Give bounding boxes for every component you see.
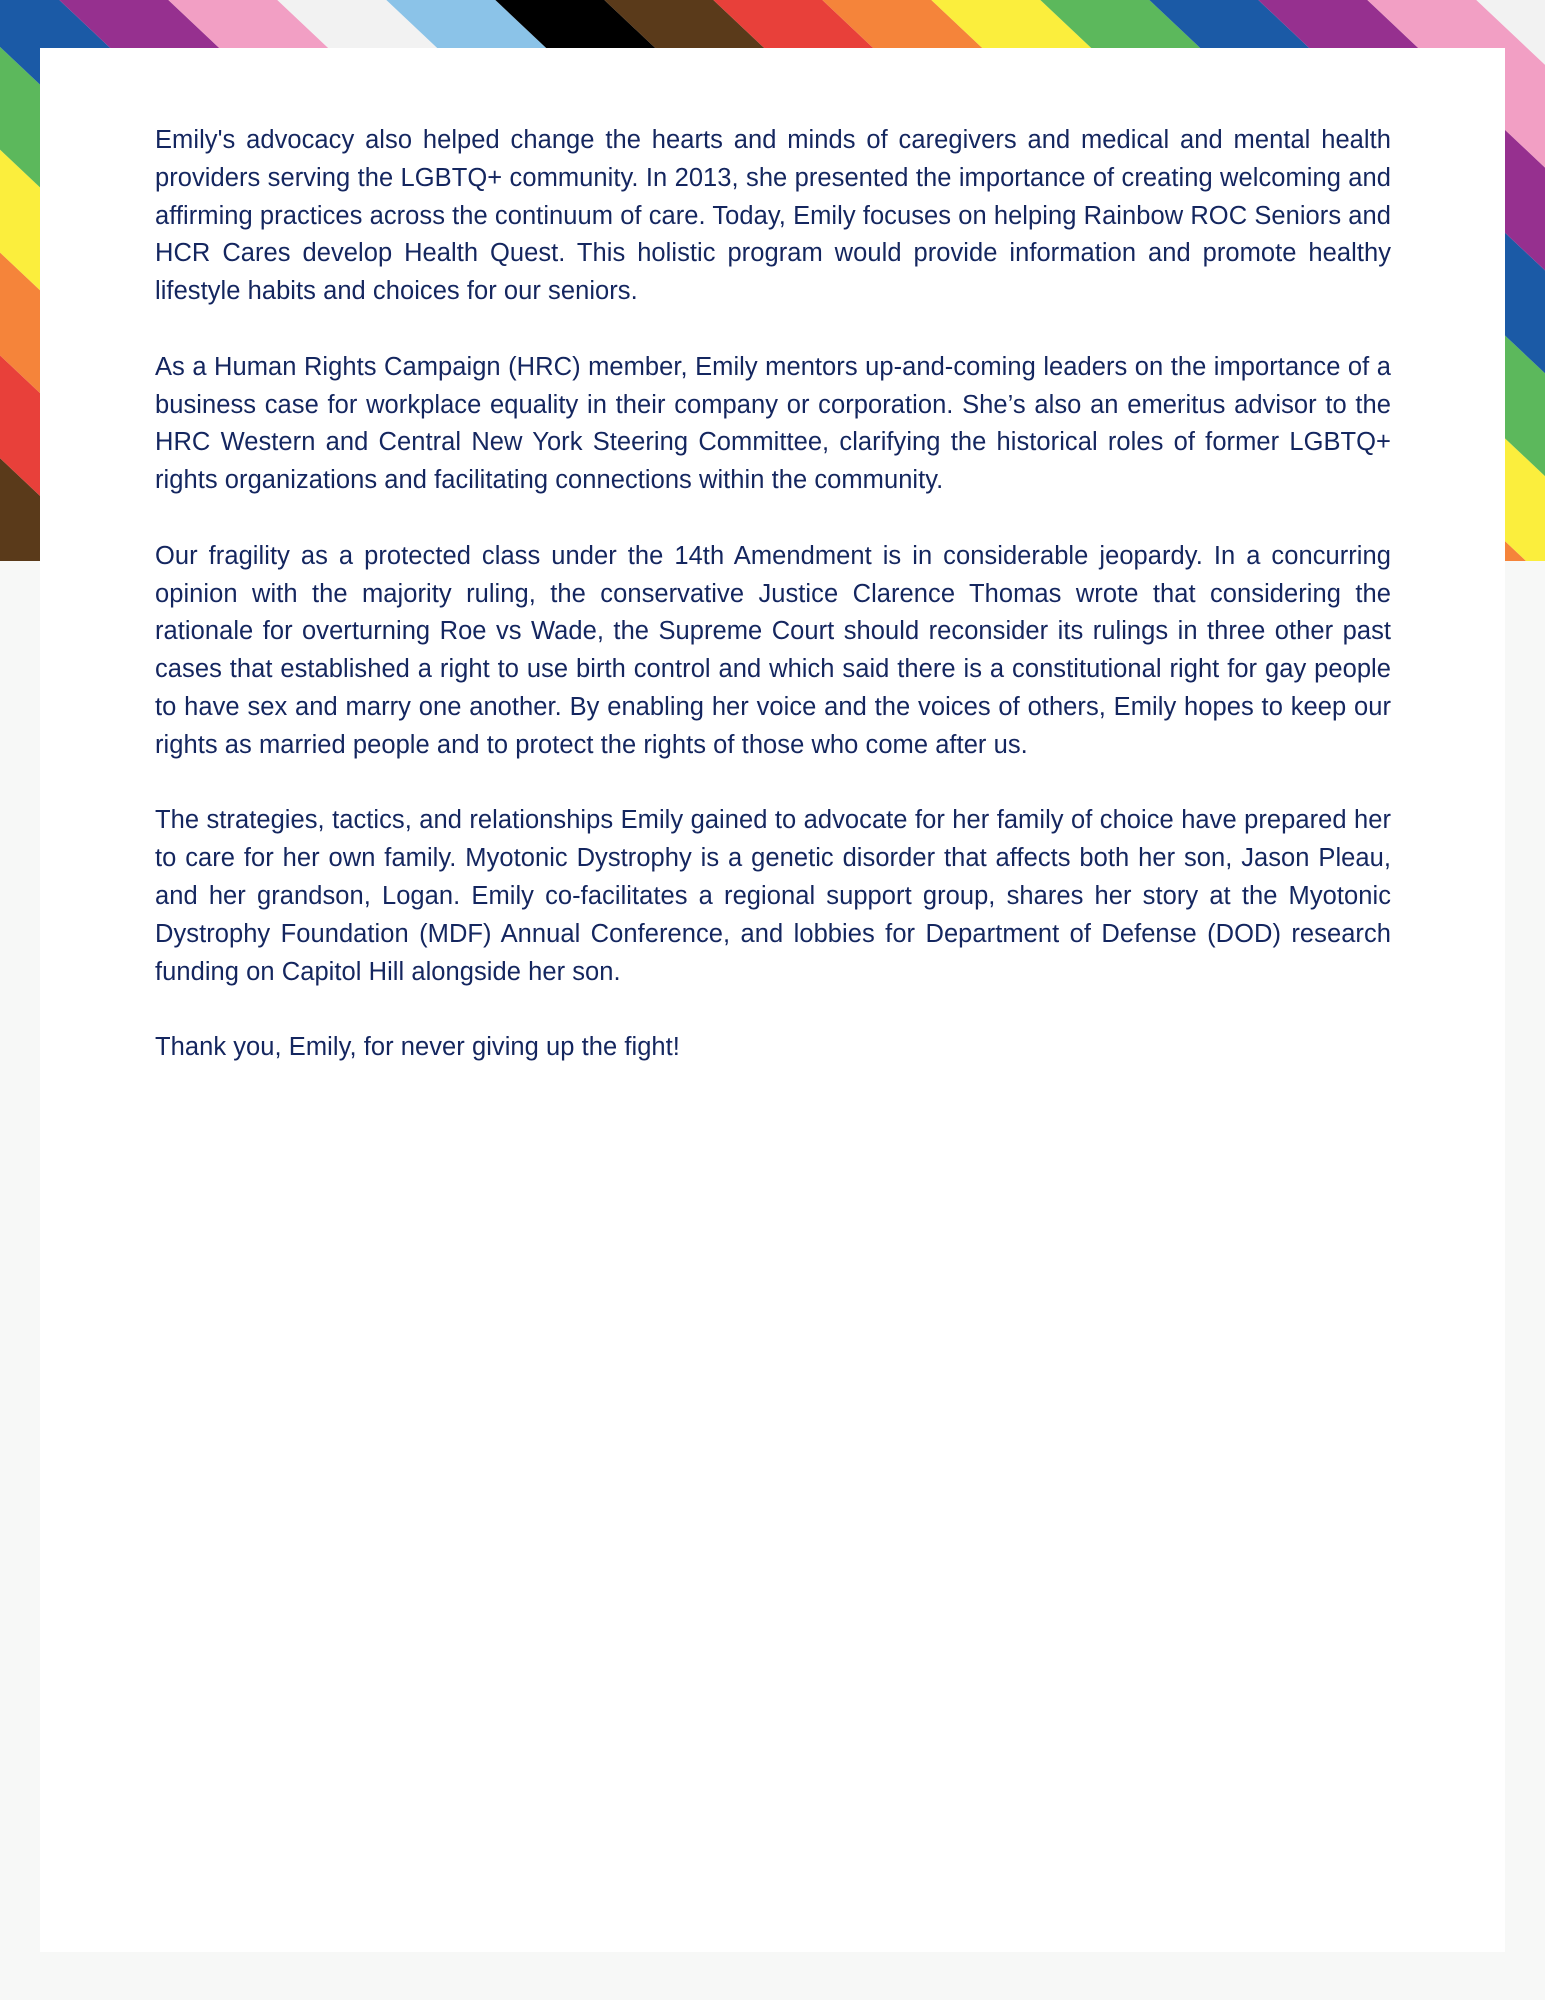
paragraph-advocacy: Emily's advocacy also helped change the hearts and minds of caregivers and medical and mental health providers serving the LGBTQ+ community. In 2013, she presented the importance of creating welcoming and affirming practices across the continuum of care. Today, Emily focuses on helping Rainbow ROC Seniors and HCR Cares develop Health Quest. This holistic program would provide information and promote healthy lifestyle habits and choices for our seniors.: [155, 126, 1391, 306]
paragraph-protected-class: Our fragility as a protected class under the 14th Amendment is in considerable jeopardy. In a concurring opinion with the majority ruling, the conservative Justice Clarence Thomas wrote that considering the rationale for overturning Roe vs Wade, the Supreme Court should reconsider its rulings in three other past cases that established a right to use birth control and which said there is a constitutional right for gay people to have sex and marry one another. By enabling her voice and the voices of others, Emily hopes to keep our rights as married people and to protect the rights of those who come after us.: [155, 541, 1391, 759]
document-page: [40, 48, 1505, 1952]
paragraph-family-care: The strategies, tactics, and relationships Emily gained to advocate for her family of choice have prepared her to care for her own family. Myotonic Dystrophy is a genetic disorder that affects both her son, Jason Pleau, and her grandson, Logan. Emily co-facilitates a regional support group, shares her story at the Myotonic Dystrophy Foundation (MDF) Annual Conference, and lobbies for Department of Defense (DOD) research funding on Capitol Hill alongside her son.: [155, 806, 1391, 986]
paragraph-hrc-member: As a Human Rights Campaign (HRC) member, Emily mentors up-and-coming leaders on the importance of a business case for workplace equality in their company or corporation. She’s also an emeritus advisor to the HRC Western and Central New York Steering Committee, clarifying the historical roles of former LGBTQ+ rights organizations and facilitating connections within the community.: [155, 352, 1391, 495]
document-body: [155, 122, 1391, 1105]
paragraph-thank-you: Thank you, Emily, for never giving up the fight!: [155, 1033, 680, 1062]
